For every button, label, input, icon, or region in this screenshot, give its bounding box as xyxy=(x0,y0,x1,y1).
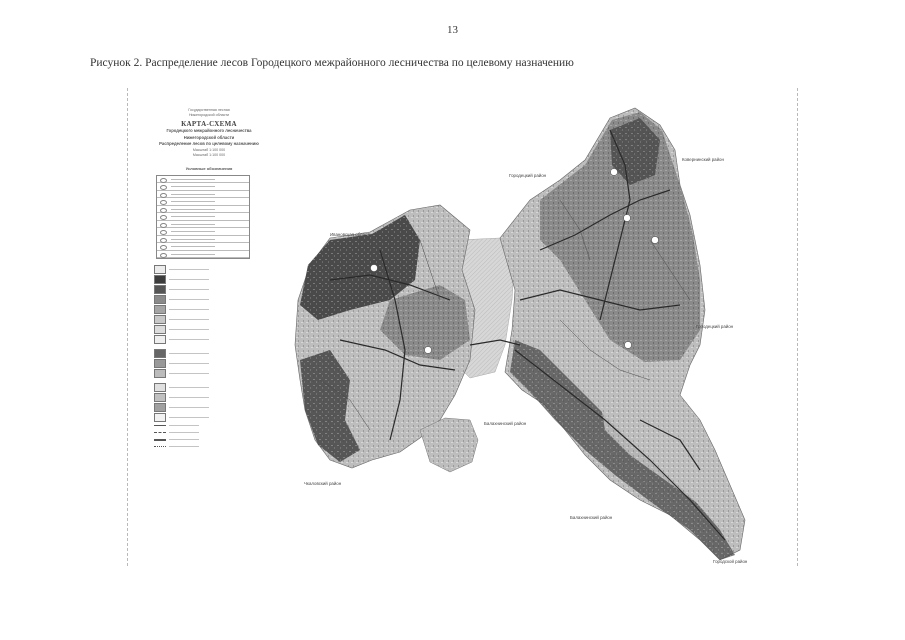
legend-scale-2: Масштаб 1:100 000 xyxy=(192,152,226,157)
neighbor-label-ivanovo: Ивановская область xyxy=(330,232,372,237)
neighbor-label-gorodetsky-top: Городецкий район xyxy=(509,173,547,178)
figure-caption: Рисунок 2. Распределение лесов Городецкого межрайонного лесничества по целевому назначению xyxy=(90,57,574,69)
legend-scale-1: Масштаб 1:100 000 xyxy=(192,147,226,152)
neighbor-label-gorodskoy-south: Городской район xyxy=(713,559,748,564)
legend-subtitle-3: Распределение лесов по целевому назначению xyxy=(159,141,259,147)
neighbor-label-balakhninsky: Балахнинский район xyxy=(484,421,527,426)
legend-subtitle-1: Городецкого межрайонного лесничества xyxy=(166,128,252,134)
legend-header-small-2: Нижегородской области xyxy=(188,112,230,117)
neighbor-label-balakhninsky-south: Балахнинский район xyxy=(570,515,613,520)
legend-title: КАРТА-СХЕМА xyxy=(181,120,237,129)
legend-header-small-1: Государственная лесная xyxy=(188,108,230,112)
neighbor-label-koverninsky: Ковернинский район xyxy=(682,157,724,162)
legend-conventions-heading: Условные обозначения xyxy=(185,165,233,171)
neighbor-label-gorodetsky-east: Городецкий район xyxy=(696,324,734,329)
page-number: 13 xyxy=(447,24,458,36)
west-south-lobe xyxy=(420,418,478,472)
neighbor-label-chkalovsky: Чкаловский район xyxy=(304,481,342,486)
legend-subtitle-2: Нижегородской области xyxy=(183,134,235,140)
